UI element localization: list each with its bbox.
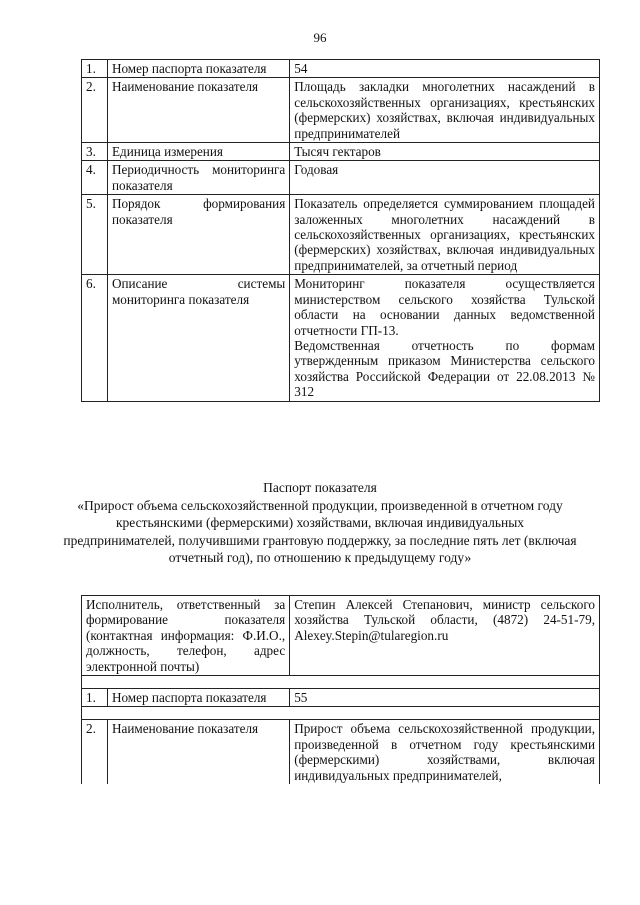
- row-value: 55: [290, 689, 600, 707]
- passport-table-54: [81, 59, 600, 402]
- spacer-row: [82, 676, 600, 689]
- passport-table-55: [81, 595, 600, 784]
- row-number: 1.: [82, 60, 108, 78]
- reporting-reference: Ведомственная отчетность по формам утвержденным приказом Министерства сельского хозяйства Российской Федерации от 22.08.2013 № 312: [294, 337, 595, 400]
- page-number: 96: [313, 30, 327, 45]
- table-row: [82, 161, 600, 195]
- table-row: [82, 275, 600, 401]
- row-label: Номер паспорта показателя: [107, 60, 289, 78]
- table-row: [82, 720, 600, 784]
- table-row: [82, 78, 600, 143]
- passport-heading: [60, 479, 580, 567]
- row-label: Периодичность мониторинга показателя: [107, 161, 289, 195]
- row-label: Единица измерения: [107, 143, 289, 161]
- table-row: [82, 596, 600, 676]
- row-label: Номер паспорта показателя: [107, 689, 289, 707]
- row-number: 1.: [82, 689, 108, 707]
- row-number: 6.: [82, 275, 108, 401]
- row-label: Порядок формирования показателя: [107, 195, 289, 275]
- row-number: 2.: [82, 720, 108, 784]
- heading-indicator-name: «Прирост объема сельскохозяйственной продукции, произведенной в отчетном году крестьянскими (фермерскими) хозяйствами, включая индивидуальных предпринимателей, получившими грантовую поддержку, за последние пять лет (включая отчетный год), по отношению к предыдущему году»: [63, 497, 577, 565]
- table-row: [82, 689, 600, 707]
- row-number: 4.: [82, 161, 108, 195]
- executor-value: Степин Алексей Степанович, министр сельского хозяйства Тульской области, (4872) 24-51-79, Alexey.Stepin@tularegion.ru: [290, 596, 600, 676]
- executor-label: Исполнитель, ответственный за формирование показателя (контактная информация: Ф.И.О., должность, телефон, адрес электронной почты): [82, 596, 290, 676]
- spacer-row: [82, 707, 600, 720]
- row-label: Описание системы мониторинга показателя: [107, 275, 289, 401]
- row-value: Годовая: [290, 161, 600, 195]
- row-number: 5.: [82, 195, 108, 275]
- row-label: Наименование показателя: [107, 720, 289, 784]
- row-number: 3.: [82, 143, 108, 161]
- table-row: [82, 195, 600, 275]
- row-label: Наименование показателя: [107, 78, 289, 143]
- row-value: Прирост объема сельскохозяйственной продукции, произведенной в отчетном году крестьянскими (фермерскими) хозяйствами, включая индивидуальных предпринимателей,: [290, 720, 600, 784]
- row-number: 2.: [82, 78, 108, 143]
- table-row: [82, 60, 600, 78]
- table-row: [82, 143, 600, 161]
- row-value: Показатель определяется суммированием площадей заложенных многолетних насаждений в сельскохозяйственных организациях, крестьянских (фермерских) хозяйствах, включая индивидуальных предпринимателей, за отчетный период: [290, 195, 600, 275]
- row-value: [290, 275, 600, 401]
- row-value: 54: [290, 60, 600, 78]
- monitoring-description: Мониторинг показателя осуществляется министерством сельского хозяйства Тульской области на основании данных ведомственной отчетности ГП-13.: [294, 276, 595, 338]
- heading-title: Паспорт показателя: [263, 480, 377, 495]
- row-value: Тысяч гектаров: [290, 143, 600, 161]
- row-value: Площадь закладки многолетних насаждений в сельскохозяйственных организациях, крестьянских (фермерских) хозяйствах, включая индивидуальных предпринимателей: [290, 78, 600, 143]
